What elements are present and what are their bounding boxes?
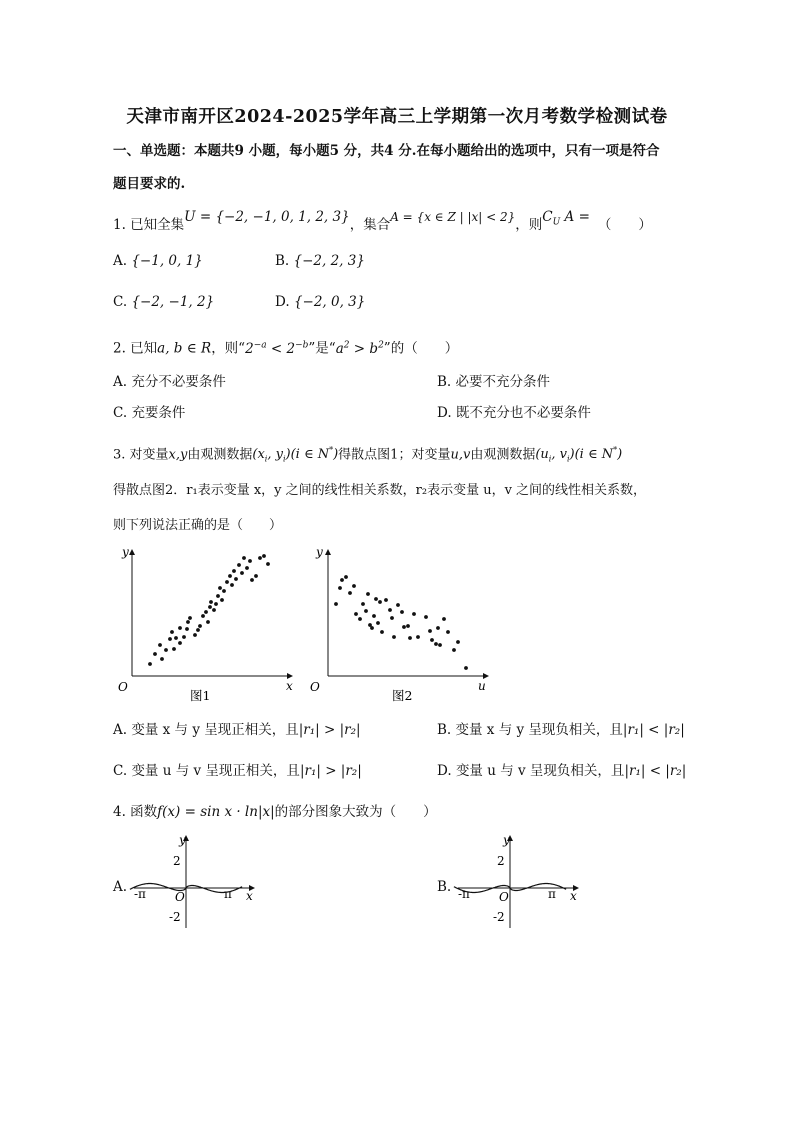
- q4-func: f(x) = sin x · ln|x|: [157, 804, 275, 820]
- q1-comp: C: [542, 209, 553, 225]
- option-label: B.: [275, 253, 290, 269]
- scatter-point: [164, 648, 168, 652]
- scatter-point: [178, 641, 182, 645]
- q3-option-c: [113, 762, 362, 780]
- q3-uv: u,v: [450, 447, 471, 463]
- option-relation: |r₁| > |r₂|: [299, 763, 362, 779]
- q3-star2: *: [613, 446, 618, 455]
- scatter-figures: [110, 540, 500, 708]
- scatter-point: [266, 562, 270, 566]
- q4-option-a-label: A.: [113, 879, 128, 895]
- scatter-point: [193, 633, 197, 637]
- scatter-point: [148, 662, 152, 666]
- scatter-point: [230, 583, 234, 587]
- q3-d2: (u: [535, 447, 549, 463]
- scatter-point: [366, 592, 370, 596]
- scatter-point: [188, 616, 192, 620]
- q2-option-d: [437, 404, 591, 422]
- q4-graph-b: [452, 832, 582, 932]
- q3-d2s: i: [548, 454, 552, 464]
- q2-vars: a, b ∈ R: [157, 340, 212, 357]
- q4-option-b-label: B.: [437, 879, 452, 895]
- option-label: B.: [437, 374, 452, 390]
- q3-d2bs: i: [566, 454, 570, 464]
- q1-stem-c: ，则: [515, 217, 543, 233]
- scatter-point: [245, 566, 249, 570]
- fig2-y-label: y: [316, 545, 323, 559]
- scatter-point: [228, 574, 232, 578]
- fig1-origin: O: [118, 680, 128, 694]
- scatter-point: [174, 636, 178, 640]
- scatter-point: [372, 614, 376, 618]
- q3-d1s: i: [264, 454, 268, 464]
- q3-d2c: )(i ∈ N: [569, 447, 614, 463]
- q1-option-d: [275, 293, 365, 311]
- q4b-tick-pi: π: [548, 887, 556, 901]
- fig1-caption: 图1: [190, 688, 211, 703]
- q3-d2b: , v: [551, 447, 567, 463]
- q4a-y-label: y: [179, 833, 186, 847]
- section-heading-line2: 题目要求的.: [113, 176, 186, 192]
- option-relation: |r₁| > |r₂|: [298, 722, 361, 738]
- q4b-tick-neg-pi: -π: [458, 887, 470, 901]
- option-label: A.: [113, 722, 128, 738]
- question-3-line3: 则下列说法正确的是（ ）: [113, 518, 283, 533]
- scatter-point: [185, 627, 189, 631]
- fig2-origin: O: [310, 680, 320, 694]
- option-text: 变量 u 与 v 呈现正相关，且: [131, 763, 300, 779]
- scatter-point: [376, 621, 380, 625]
- q4-graph-a: [128, 832, 258, 932]
- fig1-x-label: x: [286, 679, 293, 693]
- q4a-origin: O: [175, 890, 185, 904]
- q2-cond2: a: [335, 340, 344, 357]
- q3-line1-a: 3. 对变量: [113, 447, 169, 463]
- option-label: B.: [437, 722, 452, 738]
- q1-stem-b: ，集合: [349, 217, 391, 233]
- scatter-point: [158, 643, 162, 647]
- q2-option-a: [113, 373, 226, 391]
- q4a-tick-neg-pi: -π: [134, 887, 146, 901]
- option-label: C.: [113, 294, 128, 310]
- q1-option-c: [113, 293, 214, 311]
- scatter-point: [428, 629, 432, 633]
- scatter-point: [209, 600, 213, 604]
- scatter-point: [250, 578, 254, 582]
- scatter-point: [384, 598, 388, 602]
- scatter-point: [237, 563, 241, 567]
- q2-stem-c: ”是“: [308, 340, 336, 357]
- q2-stem-b: ，则“: [211, 340, 246, 357]
- scatter-point: [198, 624, 202, 628]
- option-relation: |r₁| < |r₂|: [624, 763, 687, 779]
- q4b-tick-m2: -2: [493, 910, 505, 924]
- scatter-point: [168, 637, 172, 641]
- q1-comp-sub: U: [552, 217, 561, 228]
- option-label: A.: [113, 253, 128, 269]
- scatter-point: [406, 624, 410, 628]
- scatter-point: [452, 648, 456, 652]
- figure-2: [310, 545, 488, 703]
- q3-d1: (x: [252, 447, 265, 463]
- q2-cond1-mid: < 2: [266, 340, 296, 357]
- option-relation: |r₁| < |r₂|: [622, 722, 685, 738]
- q2-cond1: 2: [245, 340, 254, 357]
- scatter-point: [456, 640, 460, 644]
- scatter-point: [464, 666, 468, 670]
- scatter-point: [358, 617, 362, 621]
- q1-option-a: [113, 252, 203, 270]
- scatter-point: [412, 612, 416, 616]
- scatter-point: [216, 594, 220, 598]
- q3-line1-c: 得散点图1；对变量: [338, 447, 451, 463]
- scatter-point: [182, 635, 186, 639]
- scatter-point: [348, 591, 352, 595]
- question-3-line1: [113, 442, 622, 469]
- q2-option-b: [437, 373, 550, 391]
- question-3-line2: 得散点图2．r₁表示变量 x，y 之间的线性相关系数，r₂表示变量 u，v 之间的线性相关系数，: [113, 483, 647, 498]
- q3-option-a: [113, 721, 361, 739]
- scatter-point: [208, 605, 212, 609]
- q3-line1-b: 由观测数据: [187, 447, 253, 463]
- scatter-point: [361, 602, 365, 606]
- q4a-x-label: x: [246, 889, 253, 903]
- section-heading-line1: 一、单选题：本题共9 小题，每小题5 分，共4 分.在每小题给出的选项中，只有一项是符合: [113, 143, 660, 159]
- fig1-y-label: y: [122, 545, 129, 559]
- fig1-points: [148, 554, 270, 666]
- q3-d1d: ): [333, 447, 339, 463]
- q3-star: *: [329, 446, 334, 455]
- q3-option-b: [437, 721, 685, 739]
- q1-option-b: [275, 252, 365, 270]
- scatter-point: [206, 620, 210, 624]
- scatter-point: [204, 610, 208, 614]
- question-1-stem: [113, 209, 652, 240]
- option-text: 充分不必要条件: [131, 374, 226, 390]
- q4b-tick-2: 2: [497, 854, 505, 868]
- q1-comp-tail: A =: [564, 209, 590, 225]
- fig2-points: [334, 575, 468, 670]
- scatter-point: [234, 577, 238, 581]
- scatter-point: [240, 571, 244, 575]
- q2-cond2-sup: 2: [343, 340, 350, 350]
- scatter-point: [378, 600, 382, 604]
- q3-xy: x,y: [168, 447, 188, 463]
- scatter-point: [380, 630, 384, 634]
- option-label: C.: [113, 763, 128, 779]
- scatter-point: [225, 580, 229, 584]
- option-text: {−1, 0, 1}: [131, 253, 203, 269]
- scatter-point: [354, 612, 358, 616]
- scatter-point: [408, 636, 412, 640]
- scatter-point: [232, 569, 236, 573]
- q4a-tick-m2: -2: [169, 910, 181, 924]
- fig2-x-label: u: [478, 679, 486, 693]
- q3-d2d: ): [617, 447, 623, 463]
- scatter-point: [258, 556, 262, 560]
- scatter-point: [430, 638, 434, 642]
- scatter-point: [212, 608, 216, 612]
- q2-cond2-mid: > b: [349, 340, 379, 357]
- option-text: 充要条件: [131, 405, 186, 421]
- scatter-point: [170, 630, 174, 634]
- scatter-point: [442, 617, 446, 621]
- scatter-point: [436, 626, 440, 630]
- scatter-point: [400, 610, 404, 614]
- question-2-stem: [113, 336, 458, 358]
- q2-stem-a: 2. 已知: [113, 340, 158, 357]
- option-label: D.: [437, 405, 452, 421]
- scatter-point: [370, 626, 374, 630]
- scatter-point: [220, 598, 224, 602]
- scatter-point: [186, 620, 190, 624]
- q4b-x-label: x: [570, 889, 577, 903]
- q1-set-u: U = {−2, −1, 0, 1, 2, 3}: [184, 209, 350, 225]
- option-text: 必要不充分条件: [455, 374, 551, 390]
- scatter-point: [242, 556, 246, 560]
- option-text: 变量 x 与 y 呈现负相关，且: [455, 722, 623, 738]
- q4-stem-b: 的部分图象大致为（ ）: [274, 804, 437, 820]
- q4a-tick-pi: π: [224, 887, 232, 901]
- option-text: 变量 u 与 v 呈现负相关，且: [455, 763, 625, 779]
- scatter-point: [160, 657, 164, 661]
- scatter-point: [364, 609, 368, 613]
- q2-stem-d: ”的（ ）: [383, 340, 459, 357]
- scatter-point: [172, 647, 176, 651]
- q2-cond1-sup2: −b: [295, 340, 309, 350]
- option-text: 变量 x 与 y 呈现正相关，且: [131, 722, 299, 738]
- scatter-point: [214, 602, 218, 606]
- scatter-point: [196, 628, 200, 632]
- scatter-point: [438, 643, 442, 647]
- option-label: C.: [113, 405, 128, 421]
- option-text: {−2, 0, 3}: [293, 294, 366, 310]
- scatter-point: [388, 608, 392, 612]
- scatter-point: [434, 642, 438, 646]
- q4b-origin: O: [499, 890, 509, 904]
- scatter-point: [374, 597, 378, 601]
- scatter-point: [390, 616, 394, 620]
- q3-d1b: , y: [267, 447, 283, 463]
- q1-stem-a: 1. 已知全集: [113, 217, 185, 233]
- scatter-point: [396, 603, 400, 607]
- fig2-caption: 图2: [392, 688, 413, 703]
- q4-stem-a: 4. 函数: [113, 804, 158, 820]
- q2-cond1-sup: −a: [253, 340, 267, 350]
- scatter-point: [153, 652, 157, 656]
- q3-d1c: )(i ∈ N: [285, 447, 330, 463]
- scatter-point: [340, 578, 344, 582]
- q3-d1bs: i: [282, 454, 286, 464]
- option-label: D.: [437, 763, 452, 779]
- q4a-tick-2: 2: [173, 854, 181, 868]
- scatter-point: [254, 574, 258, 578]
- option-text: 既不充分也不必要条件: [455, 405, 591, 421]
- scatter-point: [352, 584, 356, 588]
- q3-line1-e: 由观测数据: [470, 447, 536, 463]
- question-4-stem: [113, 803, 437, 821]
- q2-cond2-sup2: 2: [378, 340, 384, 350]
- option-label: D.: [275, 294, 290, 310]
- scatter-point: [338, 586, 342, 590]
- scatter-point: [424, 615, 428, 619]
- scatter-point: [222, 589, 226, 593]
- q1-answer-paren: （ ）: [597, 217, 652, 233]
- figure-1: [118, 545, 293, 703]
- q2-option-c: [113, 404, 185, 422]
- scatter-point: [344, 575, 348, 579]
- q4b-y-label: y: [503, 833, 510, 847]
- scatter-point: [218, 586, 222, 590]
- option-text: {−2, −1, 2}: [131, 294, 215, 310]
- scatter-point: [392, 635, 396, 639]
- scatter-point: [402, 625, 406, 629]
- scatter-point: [201, 614, 205, 618]
- scatter-point: [248, 559, 252, 563]
- scatter-point: [416, 635, 420, 639]
- scatter-point: [178, 626, 182, 630]
- scatter-point: [446, 630, 450, 634]
- scatter-point: [262, 554, 266, 558]
- q3-option-d: [437, 762, 686, 780]
- option-text: {−2, 2, 3}: [293, 253, 365, 269]
- page-title: 天津市南开区2024-2025学年高三上学期第一次月考数学检测试卷: [126, 107, 668, 127]
- q1-set-a: A = {x ∈ Z | |x| < 2}: [390, 210, 516, 224]
- option-label: A.: [113, 374, 128, 390]
- scatter-point: [334, 602, 338, 606]
